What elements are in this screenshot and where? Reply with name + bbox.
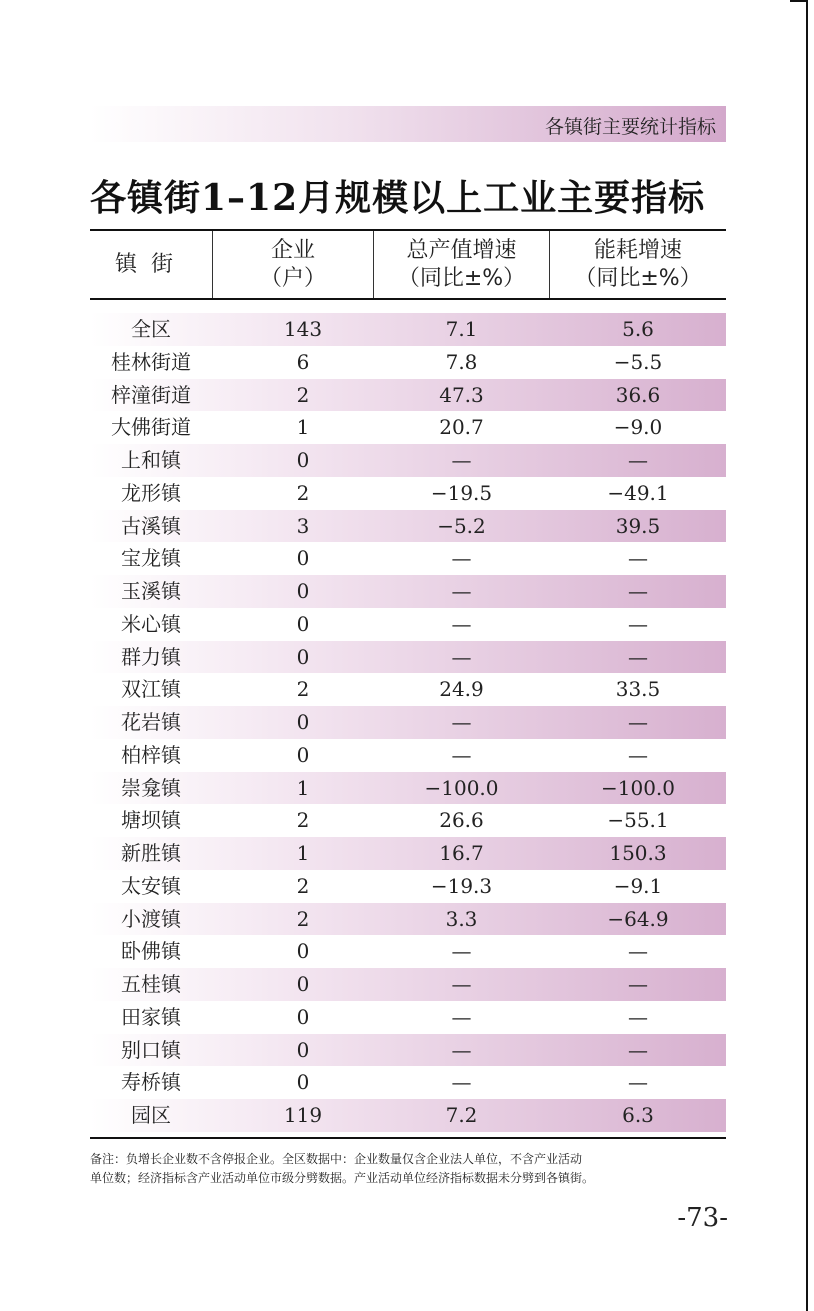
cell-enterprises: 0 — [296, 1037, 310, 1062]
table-header-rule — [90, 298, 726, 300]
header-enterprises: 企业 （户） — [259, 237, 326, 291]
page-number: -73- — [677, 1203, 728, 1233]
cell-output-growth: −5.2 — [437, 513, 486, 538]
cell-output-growth: — — [451, 1070, 472, 1095]
cell-town: 花岩镇 — [121, 710, 181, 734]
table-bottom-rule — [90, 1137, 726, 1139]
cell-energy-growth: −64.9 — [607, 906, 669, 931]
table-body — [90, 313, 726, 1132]
page-title: 各镇街1–12月规模以上工业主要指标 — [90, 177, 706, 219]
header-town: 镇街 — [114, 251, 187, 277]
cell-energy-growth: −9.0 — [613, 415, 663, 440]
table-row — [90, 1001, 726, 1034]
cell-energy-growth: — — [628, 972, 648, 996]
cell-energy-growth: −49.1 — [607, 480, 669, 505]
cell-town: 卧佛镇 — [121, 939, 181, 964]
table-row — [90, 444, 726, 477]
cell-energy-growth: 39.5 — [615, 513, 661, 538]
cell-energy-growth: — — [628, 1037, 648, 1062]
cell-town: 大佛街道 — [111, 415, 191, 440]
cell-town: 小渡镇 — [121, 906, 181, 931]
cell-town: 玉溪镇 — [121, 579, 181, 603]
section-header-band — [90, 106, 726, 142]
table-row — [90, 804, 726, 837]
cell-energy-growth: — — [628, 546, 648, 571]
header-energy-growth: 能耗增速 （同比±%） — [574, 237, 702, 291]
cell-town: 米心镇 — [121, 611, 181, 636]
header-output-growth: 总产值增速 （同比±%） — [397, 237, 526, 291]
table-row — [90, 1099, 726, 1132]
cell-town: 古溪镇 — [121, 513, 181, 538]
cell-town: 新胜镇 — [121, 841, 181, 865]
table-row — [90, 477, 726, 510]
cell-output-growth: — — [451, 611, 472, 636]
cell-enterprises: 0 — [296, 546, 310, 571]
cell-output-growth: — — [451, 972, 472, 996]
cell-output-growth: — — [451, 742, 472, 767]
cell-output-growth: −100.0 — [424, 775, 499, 800]
cell-output-growth: 26.6 — [439, 808, 484, 833]
cell-output-growth: — — [451, 546, 472, 571]
table-row — [90, 935, 726, 968]
cell-output-growth: — — [451, 1037, 472, 1062]
cell-town: 太安镇 — [121, 873, 181, 898]
table-row — [90, 739, 726, 772]
cell-energy-growth: — — [628, 1004, 648, 1029]
cell-enterprises: 0 — [296, 1070, 310, 1095]
page-edge-line — [806, 0, 808, 1311]
cell-town: 别口镇 — [121, 1037, 181, 1062]
cell-energy-growth: −55.1 — [607, 808, 669, 833]
table-row — [90, 346, 726, 379]
cell-town: 梓潼街道 — [111, 382, 191, 407]
page-corner-line — [790, 0, 808, 2]
cell-town: 上和镇 — [121, 448, 181, 472]
cell-energy-growth: −5.5 — [613, 349, 663, 374]
section-title: 各镇街主要统计指标 — [544, 116, 716, 138]
table-note — [90, 1150, 740, 1188]
cell-enterprises: 0 — [296, 579, 310, 603]
cell-town: 塘坝镇 — [121, 808, 181, 833]
cell-town: 桂林街道 — [111, 349, 191, 374]
table-row — [90, 510, 726, 543]
cell-enterprises: 0 — [296, 448, 310, 472]
table-row — [90, 706, 726, 739]
table-row — [90, 575, 726, 608]
cell-energy-growth: — — [628, 448, 648, 472]
cell-town: 五桂镇 — [121, 972, 181, 996]
note-line: 单位数；经济指标含产业活动单位市级分劈数据。产业活动单位经济指标数据未分劈到各镇街。 — [90, 1171, 595, 1185]
cell-enterprises: 0 — [296, 972, 310, 996]
cell-output-growth: 7.8 — [445, 349, 478, 374]
cell-output-growth: — — [451, 1004, 472, 1029]
cell-energy-growth: — — [628, 742, 648, 767]
table-row — [90, 608, 726, 641]
cell-town: 田家镇 — [121, 1004, 181, 1029]
cell-output-growth: — — [451, 579, 472, 603]
cell-town: 群力镇 — [121, 644, 181, 669]
cell-output-growth: — — [451, 710, 472, 734]
cell-enterprises: 119 — [283, 1103, 323, 1127]
cell-energy-growth: — — [628, 1070, 648, 1095]
cell-town: 崇龛镇 — [121, 775, 181, 800]
table-row — [90, 837, 726, 870]
cell-output-growth: 7.2 — [445, 1103, 478, 1127]
cell-output-growth: −19.5 — [430, 480, 493, 505]
cell-energy-growth: — — [628, 644, 648, 669]
table-row — [90, 411, 726, 444]
cell-energy-growth: — — [628, 710, 648, 734]
cell-town: 园区 — [131, 1103, 171, 1127]
table-row — [90, 968, 726, 1001]
cell-energy-growth: 5.6 — [622, 317, 654, 341]
table-row — [90, 772, 726, 805]
cell-enterprises: 2 — [296, 906, 310, 931]
cell-enterprises: 1 — [296, 775, 310, 800]
cell-output-growth: 16.7 — [439, 841, 484, 865]
table-row — [90, 641, 726, 674]
cell-output-growth: 20.7 — [439, 415, 484, 440]
table-row — [90, 673, 726, 706]
cell-energy-growth: 150.3 — [609, 841, 667, 865]
cell-energy-growth: — — [628, 579, 648, 603]
cell-output-growth: — — [451, 939, 472, 964]
cell-enterprises: 0 — [296, 742, 310, 767]
cell-enterprises: 3 — [296, 513, 310, 538]
cell-enterprises: 0 — [296, 1004, 310, 1029]
cell-enterprises: 143 — [283, 317, 323, 341]
cell-enterprises: 2 — [296, 677, 310, 702]
cell-output-growth: −19.3 — [430, 873, 493, 898]
cell-enterprises: 2 — [296, 808, 310, 833]
cell-enterprises: 0 — [296, 611, 310, 636]
cell-enterprises: 0 — [296, 939, 310, 964]
table-row — [90, 903, 726, 936]
cell-output-growth: 24.9 — [439, 677, 484, 702]
cell-enterprises: 0 — [296, 644, 310, 669]
cell-energy-growth: 6.3 — [622, 1103, 654, 1127]
cell-energy-growth: 36.6 — [615, 382, 661, 407]
cell-town: 双江镇 — [121, 677, 181, 702]
cell-energy-growth: — — [628, 611, 648, 636]
cell-energy-growth: −100.0 — [600, 775, 675, 800]
cell-output-growth: — — [451, 644, 472, 669]
cell-output-growth: 3.3 — [445, 906, 478, 931]
cell-enterprises: 6 — [296, 349, 310, 374]
table-row — [90, 379, 726, 412]
table-row — [90, 1034, 726, 1067]
cell-enterprises: 0 — [296, 710, 310, 734]
cell-energy-growth: −9.1 — [613, 873, 663, 898]
cell-town: 寿桥镇 — [121, 1070, 181, 1095]
cell-output-growth: 7.1 — [445, 317, 478, 341]
cell-energy-growth: — — [628, 939, 648, 964]
table-row — [90, 542, 726, 575]
table-row — [90, 870, 726, 903]
cell-output-growth: 47.3 — [439, 382, 484, 407]
table-row — [90, 313, 726, 346]
cell-enterprises: 2 — [296, 382, 310, 407]
cell-town: 全区 — [131, 317, 171, 341]
table-row — [90, 1066, 726, 1099]
cell-enterprises: 1 — [296, 841, 310, 865]
cell-output-growth: — — [451, 448, 472, 472]
note-line: 备注：负增长企业数不含停报企业。全区数据中：企业数量仅含企业法人单位，不含产业活动 — [90, 1152, 583, 1166]
cell-energy-growth: 33.5 — [615, 677, 661, 702]
cell-enterprises: 2 — [296, 873, 310, 898]
cell-town: 柏梓镇 — [121, 742, 181, 767]
cell-enterprises: 2 — [296, 480, 310, 505]
cell-enterprises: 1 — [296, 415, 310, 440]
cell-town: 宝龙镇 — [121, 546, 181, 571]
cell-town: 龙形镇 — [121, 480, 181, 505]
